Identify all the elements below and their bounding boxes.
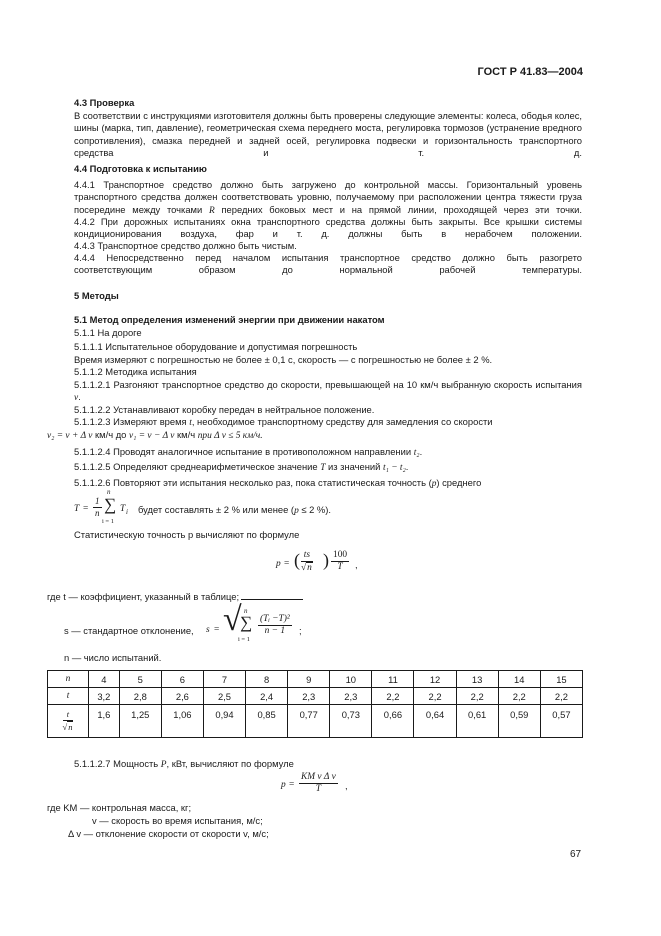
table-cell: 0,59: [498, 705, 540, 738]
table-cell: 2,2: [456, 688, 498, 705]
table-cell: 2,3: [330, 688, 372, 705]
where-v-definition: v — скорость во время испытания, м/с;: [92, 815, 263, 826]
coefficient-table: [47, 670, 583, 738]
section-5-title: 5 Методы: [74, 290, 119, 301]
document-header: ГОСТ Р 41.83—2004: [477, 66, 583, 78]
table-cell: 12: [414, 671, 456, 688]
table-label-n: n: [48, 671, 89, 688]
formula-v1: v₁ = v − Δ v: [129, 431, 175, 441]
para-5-1-1-1-text: Время измеряют с погрешностью не более ± 0,1 с, скорость — с погрешностью не более ± 2 %.: [74, 354, 493, 365]
formula-v2: v₂ = v + Δ v: [47, 431, 93, 441]
para-4-4-3: 4.4.3 Транспортное средство должно быть чистым.: [74, 240, 297, 251]
table-row-t: [48, 688, 583, 705]
table-cell: 14: [498, 671, 540, 688]
s-formula-line: s — стандартное отклонение, s = √ n ∑ i = 1 $\frac{\text{(Tᵢ −T)²}}{n - 1}$ ;: [64, 601, 302, 643]
table-cell: 2,6: [161, 688, 203, 705]
table-cell: 1,06: [161, 705, 203, 738]
power-formula: p = $\frac{\text{KM v Δ v}}{T}$ ,: [281, 772, 348, 794]
table-cell: 0,66: [372, 705, 414, 738]
table-cell: 6: [161, 671, 203, 688]
table-cell: 2,8: [119, 688, 161, 705]
table-cell: 15: [540, 671, 582, 688]
table-cell: 1,6: [89, 705, 120, 738]
where-km-definition: где KM — контрольная масса, кг;: [47, 802, 192, 813]
table-cell: 0,77: [288, 705, 330, 738]
table-cell: 0,85: [246, 705, 288, 738]
para-4-4-2: 4.4.2 При дорожных испытаниях окна транспортного средства должны быть закрыты. Все крышки системы кондиционирования воздуха, фар и т. д. должны быть в нерабочем положении.: [74, 216, 582, 240]
p-formula: p = ( $\frac{ts}{√n}$ ) $\frac{100}{T}$ ,: [276, 550, 358, 573]
para-5-1-1: 5.1.1 На дороге: [74, 327, 142, 338]
section-4-4-title: 4.4 Подготовка к испытанию: [74, 163, 207, 174]
table-cell: 0,73: [330, 705, 372, 738]
table-cell: 13: [456, 671, 498, 688]
table-cell: 4: [89, 671, 120, 688]
para-5-1-1-2-5: 5.1.1.2.5 Определяют среднеарифметическое значение T из значений t₁ − t₂.: [74, 461, 409, 473]
where-dv-definition: Δ v — отклонение скорости от скорости v, м/с;: [68, 828, 269, 839]
table-cell: 0,61: [456, 705, 498, 738]
section-5-1-title: 5.1 Метод определения изменений энергии при движении накатом: [74, 314, 385, 325]
table-cell: 2,3: [288, 688, 330, 705]
table-cell: 0,57: [540, 705, 582, 738]
table-row-ratio: [48, 705, 583, 738]
table-cell: 2,2: [414, 688, 456, 705]
section-4-3-body: В соответствии с инструкциями изготовителя должны быть проверены следующие элементы: колеса, ободья колес, шины (марка, тип, давление), геометрическая схема переднего моста, регулировка тормозов (устранение вредного сопротивления), смазка передней и задней осей, регулировка подвески и горизонтальность транспортного средства и т. д.: [74, 110, 582, 158]
para-5-1-1-2-3-cont: v₂ = v + Δ v км/ч до v₁ = v − Δ v км/ч при Δ v ≤ 5 км/ч.: [47, 429, 263, 441]
table-cell: 8: [246, 671, 288, 688]
para-5-1-1-1: 5.1.1.1 Испытательное оборудование и допустимая погрешность: [74, 341, 358, 352]
para-4-4-4: 4.4.4 Непосредственно перед началом испытания транспортное средство должно быть разогрето соответствующим образом до нормальной рабочей температуры.: [74, 252, 582, 276]
table-cell: 2,5: [203, 688, 245, 705]
table-label-t: t: [48, 688, 89, 705]
table-cell: 11: [372, 671, 414, 688]
table-cell: 2,2: [540, 688, 582, 705]
where-t-definition: где t — коэффициент, указанный в таблице;: [47, 591, 240, 602]
table-cell: 0,94: [203, 705, 245, 738]
table-cell: 7: [203, 671, 245, 688]
table-cell: 3,2: [89, 688, 120, 705]
para-5-1-1-2-3: 5.1.1.2.3 Измеряют время t, необходимое транспортному средству для замедления со скорости: [74, 416, 493, 428]
para-5-1-1-2-4: 5.1.1.2.4 Проводят аналогичное испытание в противоположном направлении t₂.: [74, 446, 423, 458]
table-cell: 0,64: [414, 705, 456, 738]
page-number: 67: [570, 849, 582, 860]
table-cell: 2,2: [498, 688, 540, 705]
para-5-1-1-2-1: 5.1.1.2.1 Разгоняют транспортное средство до скорости, превышающей на 10 км/ч выбранную скорость испытания v.: [74, 379, 582, 404]
para-5-1-1-2-7: 5.1.1.2.7 Мощность P, кВт, вычисляют по формуле: [74, 758, 294, 770]
para-4-4-1: 4.4.1 Транспортное средство должно быть загружено до контрольной массы. Горизонтальный уровень транспортного средства должен соответствовать уровню, получаемому при расположении центра тяжести груза посередине между точками R передних боковых мест и на прямой линии, проходящей через эти точки.: [74, 179, 582, 216]
para-5-1-1-2-2: 5.1.1.2.2 Устанавливают коробку передач в нейтральное положение.: [74, 404, 375, 415]
table-cell: 2,2: [372, 688, 414, 705]
para-5-1-1-2: 5.1.1.2 Методика испытания: [74, 366, 197, 377]
table-label-ratio: $\frac{t}{√n}$: [48, 705, 89, 738]
section-4-3-title: 4.3 Проверка: [74, 97, 135, 108]
para-5-1-1-2-6: 5.1.1.2.6 Повторяют эти испытания несколько раз, пока статистическая точность (p) среднего: [74, 477, 482, 489]
table-cell: 5: [119, 671, 161, 688]
table-cell: 10: [330, 671, 372, 688]
table-row-n: [48, 671, 583, 688]
table-cell: 2,4: [246, 688, 288, 705]
table-cell: 1,25: [119, 705, 161, 738]
statistical-precision-text: Статистическую точность p вычисляют по формуле: [74, 529, 300, 540]
table-cell: 9: [288, 671, 330, 688]
n-definition: n — число испытаний.: [64, 652, 162, 663]
